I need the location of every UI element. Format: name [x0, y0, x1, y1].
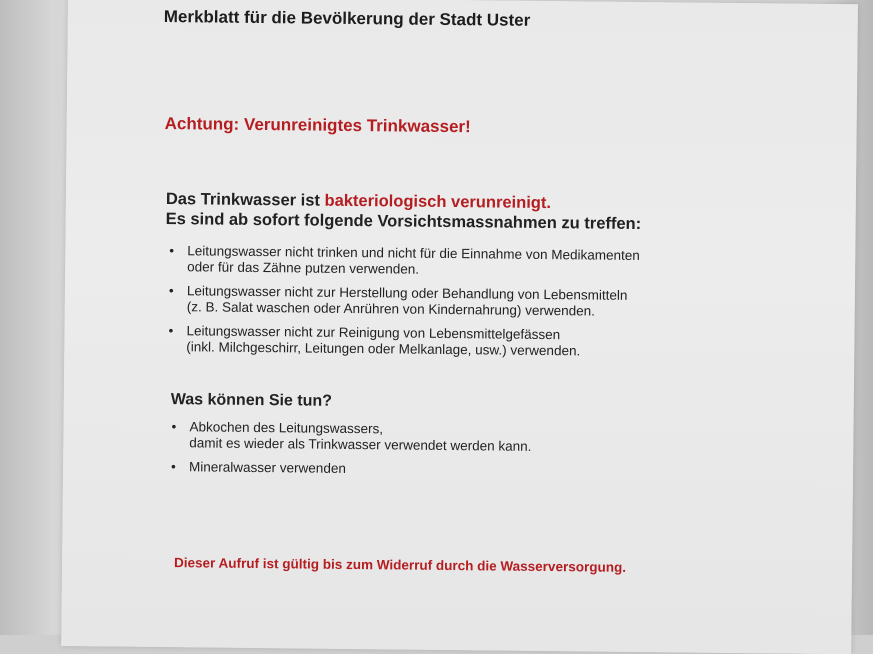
list-item — [169, 459, 689, 480]
list-item — [169, 419, 689, 456]
intro-highlight: bakteriologisch verunreinigt. — [324, 191, 552, 213]
document-page — [61, 0, 858, 654]
list-item — [167, 243, 747, 281]
list-item-line: (inkl. Milchgeschirr, Leitungen oder Melkanlage, usw.) verwenden. — [186, 339, 581, 359]
intro-line-2: Es sind ab sofort folgende Vorsichtsmassnahmen zu treffen: — [165, 210, 642, 234]
actions-list — [169, 419, 690, 488]
intro-text — [166, 189, 642, 234]
list-item-line: • Leitungswasser nicht zur Herstellung oder Behandlung von Lebensmitteln — [186, 283, 628, 303]
list-item-line: • Mineralwasser verwenden — [188, 459, 346, 476]
actions-heading: Was können Sie tun? — [170, 391, 333, 410]
document-title: Merkblatt für die Bevölkerung der Stadt Uster — [163, 7, 531, 30]
list-item-line: • Leitungswasser nicht zur Reinigung von Lebensmittelgefässen — [186, 323, 561, 343]
list-item-line: damit es wieder als Trinkwasser verwendet werden kann. — [189, 435, 532, 454]
list-item-line: • Leitungswasser nicht trinken und nicht für die Einnahme von Medikamenten — [187, 243, 640, 264]
warning-heading: Achtung: Verunreinigtes Trinkwasser! — [164, 114, 471, 137]
list-item-line: oder für das Zähne putzen verwenden. — [187, 259, 420, 277]
intro-prefix: Das Trinkwasser ist — [165, 190, 325, 210]
list-item — [166, 323, 746, 361]
validity-notice: Dieser Aufruf ist gültig bis zum Widerruf durch die Wasserversorgung. — [173, 555, 627, 575]
list-item-line: (z. B. Salat waschen oder Anrühren von Kindernahrung) verwenden. — [186, 299, 596, 319]
list-item — [167, 283, 747, 321]
precautions-list — [166, 243, 747, 369]
list-item-line: • Abkochen des Leitungswassers, — [189, 419, 384, 437]
